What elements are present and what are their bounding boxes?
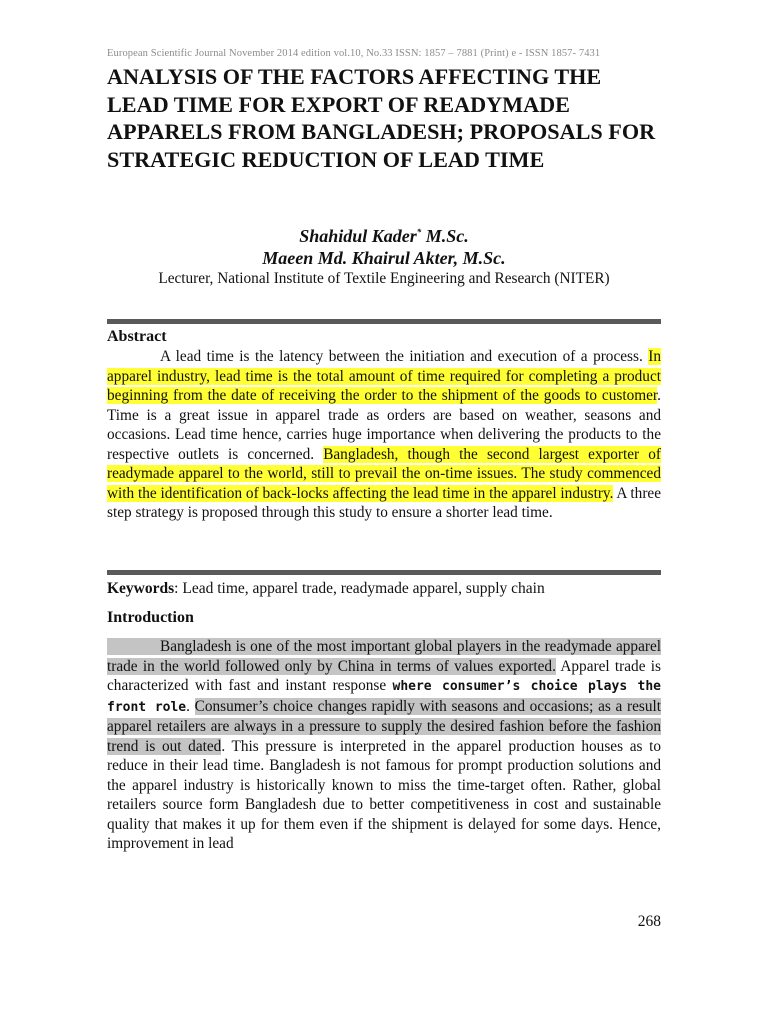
paper-title: ANALYSIS OF THE FACTORS AFFECTING THE LEAD TIME FOR EXPORT OF READYMADE APPARELS FROM BANGLADESH; PROPOSALS FOR STRATEGIC REDUCTION OF LEAD TIME — [107, 64, 656, 172]
keywords-text: : Lead time, apparel trade, readymade apparel, supply chain — [174, 580, 545, 597]
abstract-body — [107, 347, 661, 523]
author-1-mark: * — [416, 227, 422, 237]
journal-header: European Scientific Journal November 2014 edition vol.10, No.33 ISSN: 1857 – 7881 (Print) e - ISSN 1857- 7431 — [107, 48, 601, 59]
intro-sentence-4: . — [186, 697, 195, 715]
abstract-sentence-3: . Time is a great issue in apparel trade as orders are based on weather, seasons and occasions. Lead time hence, carries huge importance when delivering the products to the respective outlets is concerned. — [107, 387, 661, 463]
intro-sentence-1: Bangladesh is one of the most important global players in the readymade apparel trade in the world followed only by China in terms of values exported. — [107, 638, 661, 675]
abstract-sentence-5: A three step strategy is proposed through this study to ensure a shorter lead time. — [107, 484, 661, 521]
affiliation: Lecturer, National Institute of Textile Engineering and Research (NITER) — [158, 270, 610, 287]
author-2: Maeen Md. Khairul Akter, M.Sc. — [262, 248, 506, 268]
author-1-name: Shahidul Kader — [299, 226, 417, 246]
keywords-label: Keywords — [107, 580, 175, 597]
abstract-sentence-1: A lead time is the latency between the initiation and execution of a process. — [160, 348, 649, 365]
abstract-highlight-2: Bangladesh, though the second largest exporter of readymade apparel to the world, still to prevail the on-time issues. The study commenced with the identification of back-locks affecting the lead time in the apparel industry. — [107, 445, 662, 502]
intro-emphasis: where consumer’s choice plays the front role — [107, 679, 662, 715]
page-number: 268 — [637, 913, 661, 930]
introduction-heading: Introduction — [107, 609, 194, 626]
intro-highlight-2: Consumer’s choice changes rapidly with seasons and occasions; as a result apparel retailers are always in a pressure to supply the desired fashion before the fashion trend is out dated — [107, 697, 661, 755]
abstract-bottom-rule — [107, 570, 661, 575]
intro-sentence-6: . This pressure is interpreted in the apparel production houses as to reduce in their lead time. Bangladesh is not famous for prompt production solutions and the apparel industry is historically known to miss the time-target often. Rather, global retailers source form Bangladesh due to better competitiveness in cost and sustainable quality that makes it up for them even if the shipment is delayed for some days. Hence, improvement in lead — [107, 737, 662, 852]
abstract-top-rule — [107, 319, 661, 324]
introduction-body — [107, 637, 661, 854]
intro-sentence-2: Apparel trade is characterized with fast and instant response — [107, 657, 661, 694]
abstract-heading: Abstract — [107, 328, 167, 345]
keywords-line — [107, 579, 661, 599]
author-1 — [0, 226, 768, 247]
abstract-highlight-1: In apparel industry, lead time is the total amount of time required for completing a product beginning from the date of receiving the order to the shipment of the goods to customer — [107, 348, 661, 404]
author-1-degree: M.Sc. — [421, 226, 469, 246]
